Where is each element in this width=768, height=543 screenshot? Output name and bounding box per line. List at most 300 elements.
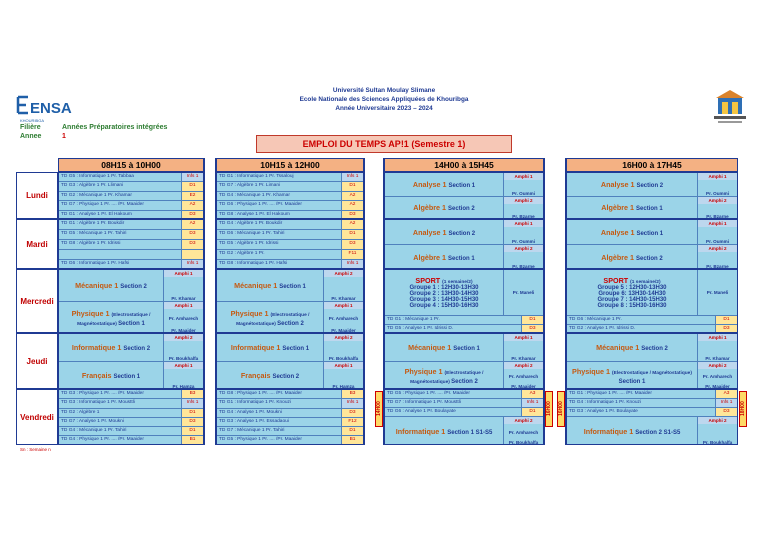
course-title: [217, 343, 323, 352]
td-row: [217, 418, 363, 427]
td-row: [567, 316, 737, 325]
room-label: D3: [181, 211, 203, 219]
course-meta: [697, 220, 737, 244]
mardi-slot-3: [384, 219, 544, 269]
academic-year: Année Universitaire 2023 – 2024: [335, 105, 433, 112]
td-text: TD G7 : Physique 1 Pr. .... /Pr. Maaider: [61, 202, 144, 208]
room-label: Amphi 2: [504, 417, 543, 424]
professor-name: Pr. Khamar: [171, 296, 196, 301]
td-row: [59, 211, 203, 219]
course-section: Section 1: [636, 206, 663, 213]
room-label: B1: [341, 436, 363, 444]
course-title: [567, 203, 697, 212]
school-name: Ecole Nationale des Sciences Appliquées de Khouribga: [299, 96, 469, 103]
professor-name: Pr. Hamza: [332, 384, 355, 389]
course-title: [567, 427, 697, 436]
time-marker: 14H00: [375, 391, 383, 427]
room-label: Amphi 2: [698, 197, 737, 204]
sport-name: SPORT: [415, 276, 443, 285]
course-meta: [503, 417, 543, 445]
course-title: [217, 371, 323, 380]
course-meta: [503, 197, 543, 220]
professor-name: Pr. Boukhalfa: [508, 440, 539, 445]
ensa-logo: [16, 93, 72, 127]
room-label: D3: [181, 230, 203, 239]
td-text: TD G4 : Informatique 1 Pr. Knouzi: [569, 400, 641, 405]
course-section: Section 2: [635, 429, 662, 436]
course-block: [567, 245, 737, 269]
td-row: [217, 250, 363, 260]
course-block: [567, 334, 737, 362]
room-label: D3: [341, 409, 363, 417]
sport-group: Groupe 2 : 13H30-14H30: [409, 291, 479, 297]
room-label: Amphi 1: [698, 334, 737, 341]
mardi-slot-1: [58, 219, 204, 269]
room-label: E2: [181, 192, 203, 200]
td-text: TD G3 : Physique 1 Pr. .... /Pr. Maaider: [61, 391, 144, 396]
course-meta: [323, 362, 363, 389]
course-section: Section 2: [277, 320, 304, 327]
course-title: [217, 281, 323, 290]
course-section: Section 1: [453, 346, 480, 352]
room-label: Amphi 2: [164, 334, 203, 341]
td-text: TD G6 : Physique 1 Pr. .... /Pr. Maaider: [219, 202, 302, 208]
room-label: Amphi 2: [504, 245, 543, 252]
course-name: Informatique 1: [395, 426, 448, 436]
professor-name: Pr. Oummi: [512, 190, 535, 196]
room-label: F11: [341, 250, 363, 259]
course-meta: [163, 302, 203, 333]
td-row: [59, 418, 203, 427]
course-meta: [697, 334, 737, 361]
professor-name: Pr. Boukhalfa: [328, 356, 359, 361]
course-meta: [503, 334, 543, 361]
course-section: Section 1: [118, 320, 145, 327]
course-block: [567, 197, 737, 220]
professor-name: Pr. Bzarne: [706, 264, 729, 269]
time-marker: 16H00: [557, 391, 565, 427]
course-title: [567, 228, 697, 237]
sport-title: [385, 276, 503, 285]
td-row: [217, 240, 363, 250]
room-label: D3: [341, 240, 363, 249]
course-name: Mécanique 1: [596, 343, 642, 352]
td-row: [59, 260, 203, 269]
course-title: [567, 343, 697, 352]
course-title: [385, 367, 503, 385]
course-block: [567, 417, 737, 445]
td-row: [567, 390, 737, 399]
room-label: B3: [181, 390, 203, 398]
td-text: TD G4 : Mécanique 1 Pr. Tahiri: [61, 428, 127, 434]
td-row: [59, 399, 203, 408]
td-text: TD G5 : Mécanique 1 Pr. Tahiri: [61, 231, 127, 236]
td-row: [59, 230, 203, 240]
jeudi-slot-4: [566, 333, 738, 389]
course-meta: [697, 417, 737, 445]
room-label: Infs 1: [715, 399, 737, 407]
course-meta: [503, 245, 543, 269]
room-label: Amphi 1: [698, 173, 737, 180]
course-name: Français: [240, 371, 273, 380]
course-section: Section 2: [636, 182, 664, 189]
room-label: D1: [341, 230, 363, 239]
professor-name: Pr. Boukhalfa: [702, 440, 733, 445]
course-extra: S1-S5: [473, 429, 493, 436]
td-row: [59, 240, 203, 250]
course-block: [385, 417, 543, 445]
mardi-slot-4: [566, 219, 738, 269]
td-text: TD G4 : Mécanique 1 Pr. Khamar: [219, 192, 290, 198]
td-row: [59, 409, 203, 418]
room-label: D3: [521, 325, 543, 333]
course-name: Algèbre 1: [413, 203, 449, 213]
room-label: B1: [181, 436, 203, 444]
room-label: Amphi 2: [324, 270, 363, 277]
td-text: TD G1 : Informatique 1 Pr. Tssalouj: [219, 174, 294, 179]
td-text: TD G5 : Physique 1 Pr. .... /Pr. Maaider: [387, 391, 470, 396]
sport-info: [567, 276, 697, 309]
course-name: Informatique 1: [71, 343, 124, 352]
course-title: [567, 253, 697, 262]
vendredi-slot-4: [566, 389, 738, 445]
course-name: Analyse 1: [412, 227, 449, 237]
course-section: Section 1: [636, 230, 664, 237]
td-text: TD G3 : Analyse 1 Pr. Boulayate: [569, 409, 638, 414]
course-section: Section 2: [448, 206, 475, 213]
lundi-slot-1: [58, 172, 204, 219]
course-section: Section 1: [448, 255, 475, 262]
professor-name: Pr. Maaider: [331, 328, 356, 333]
course-name: Physique 1: [230, 308, 271, 318]
course-title: [385, 180, 503, 189]
course-name: Mécanique 1: [234, 281, 280, 290]
td-text: TD G8 : Informatique 1 Pr. Hafsi: [219, 261, 288, 266]
day-jeudi: Jeudi: [16, 333, 58, 389]
mercredi-slot-3: [384, 269, 544, 333]
room-label: Amphi 2: [324, 334, 363, 341]
course-block: [59, 302, 203, 333]
td-text: TD G7 : Informatique 1 Pr. Mousttli: [387, 400, 461, 405]
td-text: TD G5 : Analyse 1 Pr. Idrissi D.: [387, 326, 454, 331]
td-row: [217, 260, 363, 269]
course-title: [567, 180, 697, 189]
room-label: D1: [521, 408, 543, 416]
lundi-slot-2: [216, 172, 364, 219]
course-name: Physique 1: [572, 366, 612, 376]
vendredi-slot-1: [58, 389, 204, 445]
td-row: [59, 220, 203, 230]
room-label: Infs 1: [341, 260, 363, 269]
room-label: Infs 1: [341, 173, 363, 181]
professor-name: Pr. Amharech: [702, 374, 733, 379]
course-block: [385, 197, 543, 220]
slot-header-4: 16H00 à 17H45: [566, 158, 738, 172]
td-text: TD G1 : Mécanique 1 Pr.: [387, 317, 440, 322]
td-row: [59, 436, 203, 445]
course-extra: S1-S5: [661, 429, 681, 436]
course-block: [217, 302, 363, 333]
td-text: TD G2 : Algèbre 1 Pr.: [219, 251, 265, 256]
jeudi-slot-1: [58, 333, 204, 389]
room-label: A3: [521, 390, 543, 398]
course-block: [385, 220, 543, 245]
room-label: Infs 1: [181, 399, 203, 407]
td-text: TD G7 : Analyse 1 Pr. Moukni: [61, 418, 124, 424]
room-label: Amphi 1: [164, 362, 203, 369]
td-row: [59, 390, 203, 399]
td-row: [385, 408, 543, 417]
professor-name: Pr. Oummi: [512, 239, 535, 244]
day-mardi: Mardi: [16, 219, 58, 269]
td-row: [217, 173, 363, 182]
room-label: A3: [715, 390, 737, 398]
course-name: Physique 1: [71, 308, 112, 318]
professor-name: Pr. Amharech: [508, 374, 539, 379]
professor-name: Pr. Bzarne: [512, 214, 535, 219]
room-label: A2: [341, 201, 363, 209]
time-marker: 16H00: [545, 391, 553, 427]
professor-name: Pr. Amharech: [508, 429, 539, 435]
room-label: Amphi 1: [324, 302, 363, 309]
page-title: EMPLOI DU TEMPS AP!1 (Semestre 1): [256, 135, 512, 153]
day-lundi: Lundi: [16, 172, 58, 219]
room-label: D1: [341, 427, 363, 435]
course-title: [385, 253, 503, 262]
course-block: [385, 173, 543, 197]
room-label: Amphi 1: [324, 362, 363, 369]
room-label: B3: [341, 390, 363, 398]
td-text: TD G5 : Physique 1 Pr. .... /Pr. Maaider: [219, 437, 302, 443]
sport-title: [567, 276, 697, 285]
course-title: [385, 343, 503, 352]
td-row: [59, 192, 203, 201]
room-label: D1: [181, 427, 203, 435]
sport-group: Groupe 1 : 12H30-13H30: [409, 285, 479, 291]
room-label: D1: [181, 409, 203, 417]
lundi-slot-3: [384, 172, 544, 219]
td-text: TD G4 : Analyse 1 Pr. Moukni: [219, 409, 282, 415]
professor-name: Pr. Maaider: [171, 328, 196, 333]
sport-group: Groupe 3 : 14H30-15H30: [409, 297, 479, 303]
professor-name: Pr. Maaider: [705, 384, 730, 389]
course-section: Section 2: [272, 374, 300, 380]
course-name: Informatique 1: [230, 343, 283, 352]
professor-name: Pr. Khamar: [705, 356, 730, 361]
course-subtitle: (Electrostatique / Magnétostatique): [236, 312, 310, 327]
course-name: Mécanique 1: [408, 343, 454, 352]
mercredi-slot-2: [216, 269, 364, 333]
td-text: TD G5 : Algèbre 1 Pr. Idrissi: [219, 241, 279, 246]
university-name: Université Sultan Moulay Slimane: [332, 87, 436, 94]
room-label: Infs 1: [181, 260, 203, 269]
td-text: TD G8 : Algèbre 1 Pr. Idrissi: [61, 241, 121, 246]
footer-note: Sn : Semaine n: [20, 447, 51, 452]
course-subtitle: (Electrostatique / Magnétostatique): [611, 370, 692, 376]
td-row: [217, 182, 363, 191]
professor-name: Pr. Oummi: [706, 239, 729, 244]
course-section: Section 1: [448, 182, 476, 189]
room-label: D1: [715, 316, 737, 324]
td-text: TD G8 : Analyse 1 Pr. El Hakoum: [219, 211, 290, 217]
sport-note: (1 semaine/2): [630, 280, 661, 285]
td-text: TD G7 : Mécanique 1 Pr. Tahiri: [219, 428, 285, 434]
course-name: Analyse 1: [600, 179, 637, 189]
professor-name: Pr. Khamar: [331, 296, 356, 301]
course-name: Physique 1: [404, 366, 445, 376]
room-label: D3: [715, 325, 737, 333]
room-label: A2: [341, 220, 363, 229]
room-label: Amphi 1: [164, 270, 203, 277]
td-text: TD G2 : Algèbre 1: [61, 409, 100, 415]
td-text: TD G4 : Physique 1 Pr. .... /Pr. Maaider: [61, 437, 144, 443]
course-meta: [163, 270, 203, 301]
td-row: [217, 409, 363, 418]
td-row: [217, 427, 363, 436]
td-row: [217, 390, 363, 399]
room-label: A2: [181, 201, 203, 209]
room-label: Infs 1: [181, 173, 203, 181]
course-meta: [697, 362, 737, 389]
course-name: Analyse 1: [600, 227, 637, 237]
sport-group: Groupe 6: 13H30-14H30: [598, 291, 666, 297]
professor-name: Pr. Boukhalfa: [168, 356, 199, 361]
td-row: [59, 201, 203, 210]
lundi-slot-4: [566, 172, 738, 219]
professor-name: Pr. Amharech: [168, 316, 199, 321]
room-label: Amphi 1: [698, 220, 737, 227]
day-mercredi: Mercredi: [16, 269, 58, 333]
professor-name: Pr. Khamar: [511, 356, 536, 361]
course-meta: [323, 334, 363, 361]
room-label: D3: [341, 211, 363, 219]
td-text: TD G4 : Algèbre 1 Pr. Boukdir: [219, 221, 283, 226]
course-block: [567, 220, 737, 245]
course-name: Algèbre 1: [601, 203, 637, 213]
room-label: Amphi 2: [698, 245, 737, 252]
course-meta: [163, 362, 203, 389]
professor-name: Pr. Maneli: [706, 290, 729, 295]
td-text: TD G6 : Analyse 1 Pr. Boulayate: [387, 409, 456, 414]
course-section: Section 2: [636, 255, 663, 262]
course-block: [59, 362, 203, 389]
td-row: [217, 399, 363, 408]
course-block: [567, 173, 737, 197]
course-section: Section 1: [447, 429, 474, 436]
course-block: [567, 362, 737, 389]
td-text: TD G2 : Analyse 1 Pr. Idrissi D.: [569, 326, 636, 331]
td-text: TD G2 : Mécanique 1 Pr. Khamar: [61, 192, 132, 198]
td-row: [217, 201, 363, 210]
course-section: Section 1: [618, 378, 646, 385]
room-label: Amphi 2: [504, 197, 543, 204]
td-row: [567, 399, 737, 408]
course-name: Algèbre 1: [601, 252, 637, 262]
course-meta: [503, 220, 543, 244]
td-text: TD G6 : Mécanique 1 Pr. Tahiri: [219, 231, 285, 236]
room-label: [181, 250, 203, 259]
room-label: D3: [181, 418, 203, 426]
room-label: Amphi 1: [504, 334, 543, 341]
professor-name: Pr. Maaider: [511, 384, 536, 389]
td-row: [385, 325, 543, 333]
td-row: [59, 427, 203, 436]
td-row: [385, 399, 543, 408]
course-block: [385, 362, 543, 389]
course-section: Section 2: [448, 230, 476, 237]
professor-name: Pr. Amharech: [328, 316, 359, 321]
course-block: [385, 334, 543, 362]
vendredi-slot-2: [216, 389, 364, 445]
td-text: TD G3 : Analyse 1 Pr. Essadaoui: [219, 418, 289, 424]
day-vendredi: Vendredi: [16, 389, 58, 445]
course-section: Section 2: [123, 346, 151, 352]
room-label: Amphi 1: [504, 220, 543, 227]
td-text: TD G3 : Informatique 1 Pr. Mousttli: [61, 400, 135, 406]
td-row: [567, 408, 737, 417]
td-row: [385, 390, 543, 399]
td-row: [59, 250, 203, 260]
td-text: TD G8 : Physique 1 Pr. .... /Pr. Maaider: [219, 391, 302, 396]
room-label: D3: [181, 240, 203, 249]
td-text: TD G6 : Informatique 1 Pr. Hafsi: [61, 261, 130, 266]
course-title: [385, 427, 503, 436]
course-name: Mécanique 1: [75, 281, 121, 290]
td-row: [217, 211, 363, 219]
jeudi-slot-2: [216, 333, 364, 389]
td-row: [59, 173, 203, 182]
course-subtitle: (Electrostatique / Magnétostatique): [410, 370, 484, 385]
sport-block: [385, 270, 543, 316]
mardi-slot-2: [216, 219, 364, 269]
course-section: Section 2: [641, 346, 668, 352]
room-label: A2: [341, 192, 363, 200]
course-title: [217, 309, 323, 327]
vendredi-slot-3: [384, 389, 544, 445]
course-title: [567, 367, 697, 385]
logo-text: ENSA: [30, 100, 72, 117]
room-label: D1: [181, 182, 203, 190]
filiere-value: Années Préparatoires intégrées: [62, 124, 168, 131]
td-text: TD G1 : Algèbre 1 Pr. Boukdir: [61, 221, 125, 226]
course-title: [385, 203, 503, 212]
course-name: Analyse 1: [412, 179, 449, 189]
td-text: TD G7 : Algèbre 1 Pr. Limani: [219, 183, 281, 189]
sport-block: [567, 270, 737, 316]
course-meta: [323, 302, 363, 333]
sport-name: SPORT: [603, 276, 631, 285]
course-name: Français: [81, 371, 114, 380]
time-marker: 18H00: [739, 391, 747, 427]
room-label: Amphi 1: [164, 302, 203, 309]
course-title: [385, 228, 503, 237]
sport-group: Groupe 8 : 15H30-16H30: [597, 303, 667, 309]
jeudi-slot-3: [384, 333, 544, 389]
room-label: D3: [715, 408, 737, 416]
course-title: [59, 309, 163, 327]
professor-name: Pr. Bzarne: [706, 214, 729, 219]
column-separator: [204, 158, 216, 445]
course-meta: [323, 270, 363, 301]
filiere-label: Filière: [20, 124, 41, 131]
td-text: TD G3 : Algèbre 1 Pr. Llimani: [61, 183, 124, 189]
course-section: Section 1: [279, 284, 306, 290]
mercredi-slot-4: [566, 269, 738, 333]
course-meta: [697, 245, 737, 269]
td-text: TD G1 : Informatique 1 Pr. Knouzi: [219, 400, 291, 406]
room-label: Amphi 2: [698, 417, 737, 424]
course-meta: [503, 173, 543, 196]
